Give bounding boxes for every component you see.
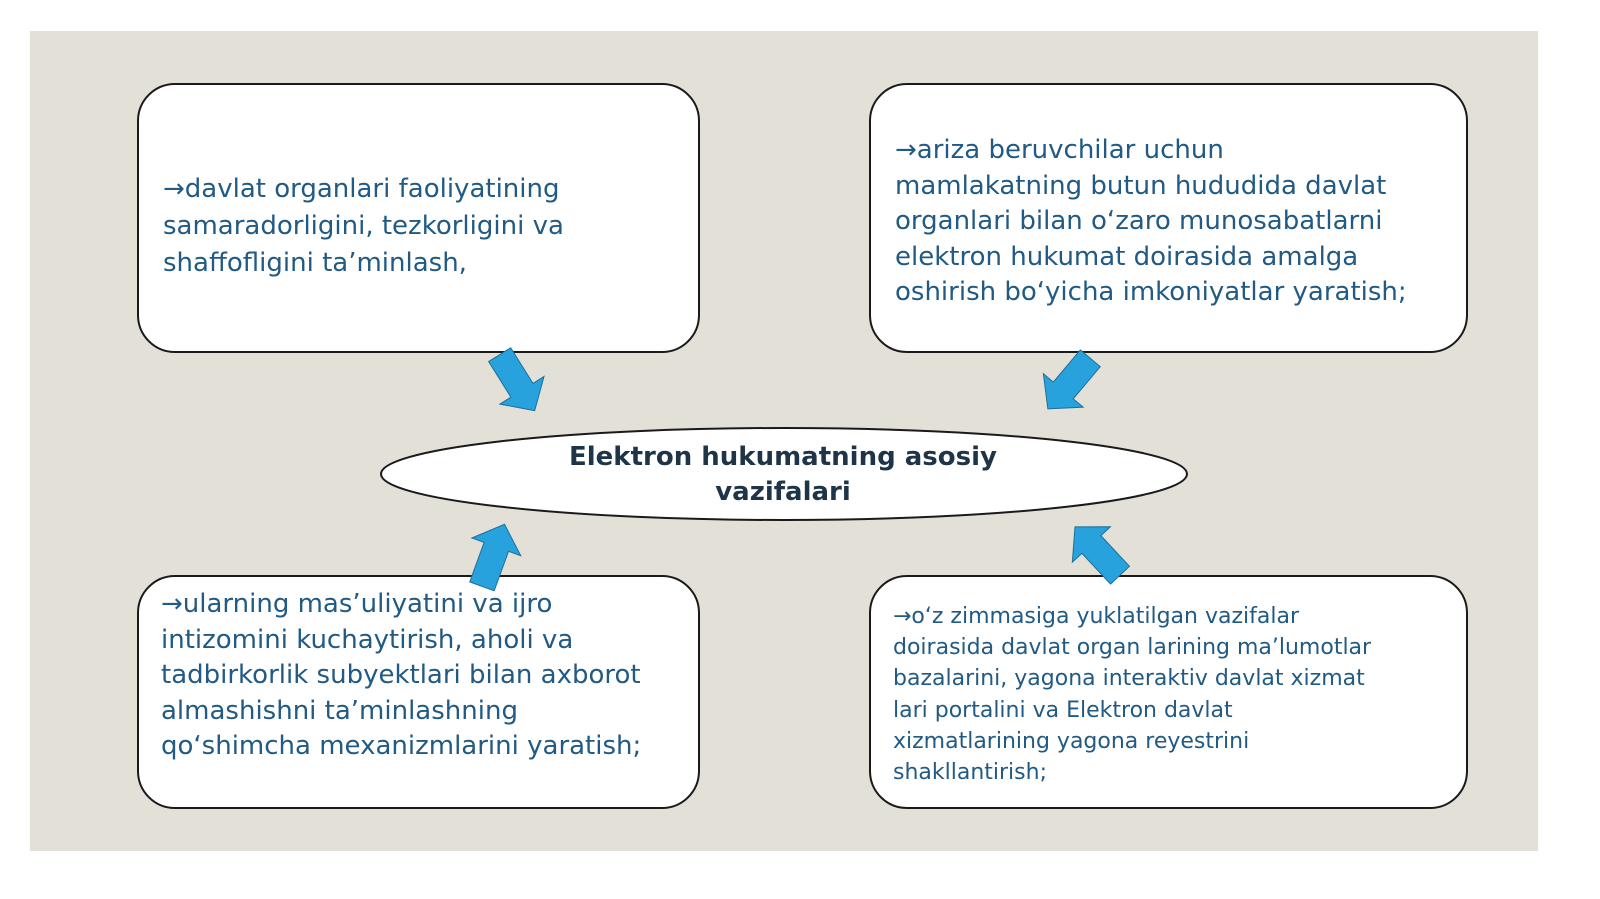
arrow-top-right-icon	[1028, 342, 1110, 426]
function-text-bottom-right: →o‘z zimmasiga yuklatilgan vazifalar doirasida davlat organ larining ma’lumotlar bazalarini, yagona interaktiv davlat xizmat lari portalini va Elektron davlat xizmatlarining yagona reyestrini shakllantirish;	[893, 604, 1372, 786]
function-text-top-left: →davlat organlari faoliyatining samaradorligini, tezkorligini va shaffofligini ta’minlash,	[163, 174, 564, 278]
center-title: Elektron hukumatning asosiy vazifalari	[569, 442, 997, 507]
arrow-bottom-right-icon	[1056, 509, 1139, 593]
function-text-bottom-left: →ularning mas’uliyatini va ijro intizomini kuchaytirish, aholi va tadbirkorlik subyektlari bilan axborot almashishni ta’minlashning qo‘shimcha mexanizmlarini yaratish;	[161, 589, 642, 761]
arrow-top-left-icon	[478, 341, 557, 425]
function-text-top-right: →ariza beruvchilar uchun mamlakatning butun hududida davlat organlari bilan o‘zaro munosabatlarni elektron hukumat doirasida amalga oshirish bo‘yicha imkoniyatlar yaratish;	[895, 135, 1407, 307]
arrow-bottom-left-icon	[458, 515, 529, 595]
